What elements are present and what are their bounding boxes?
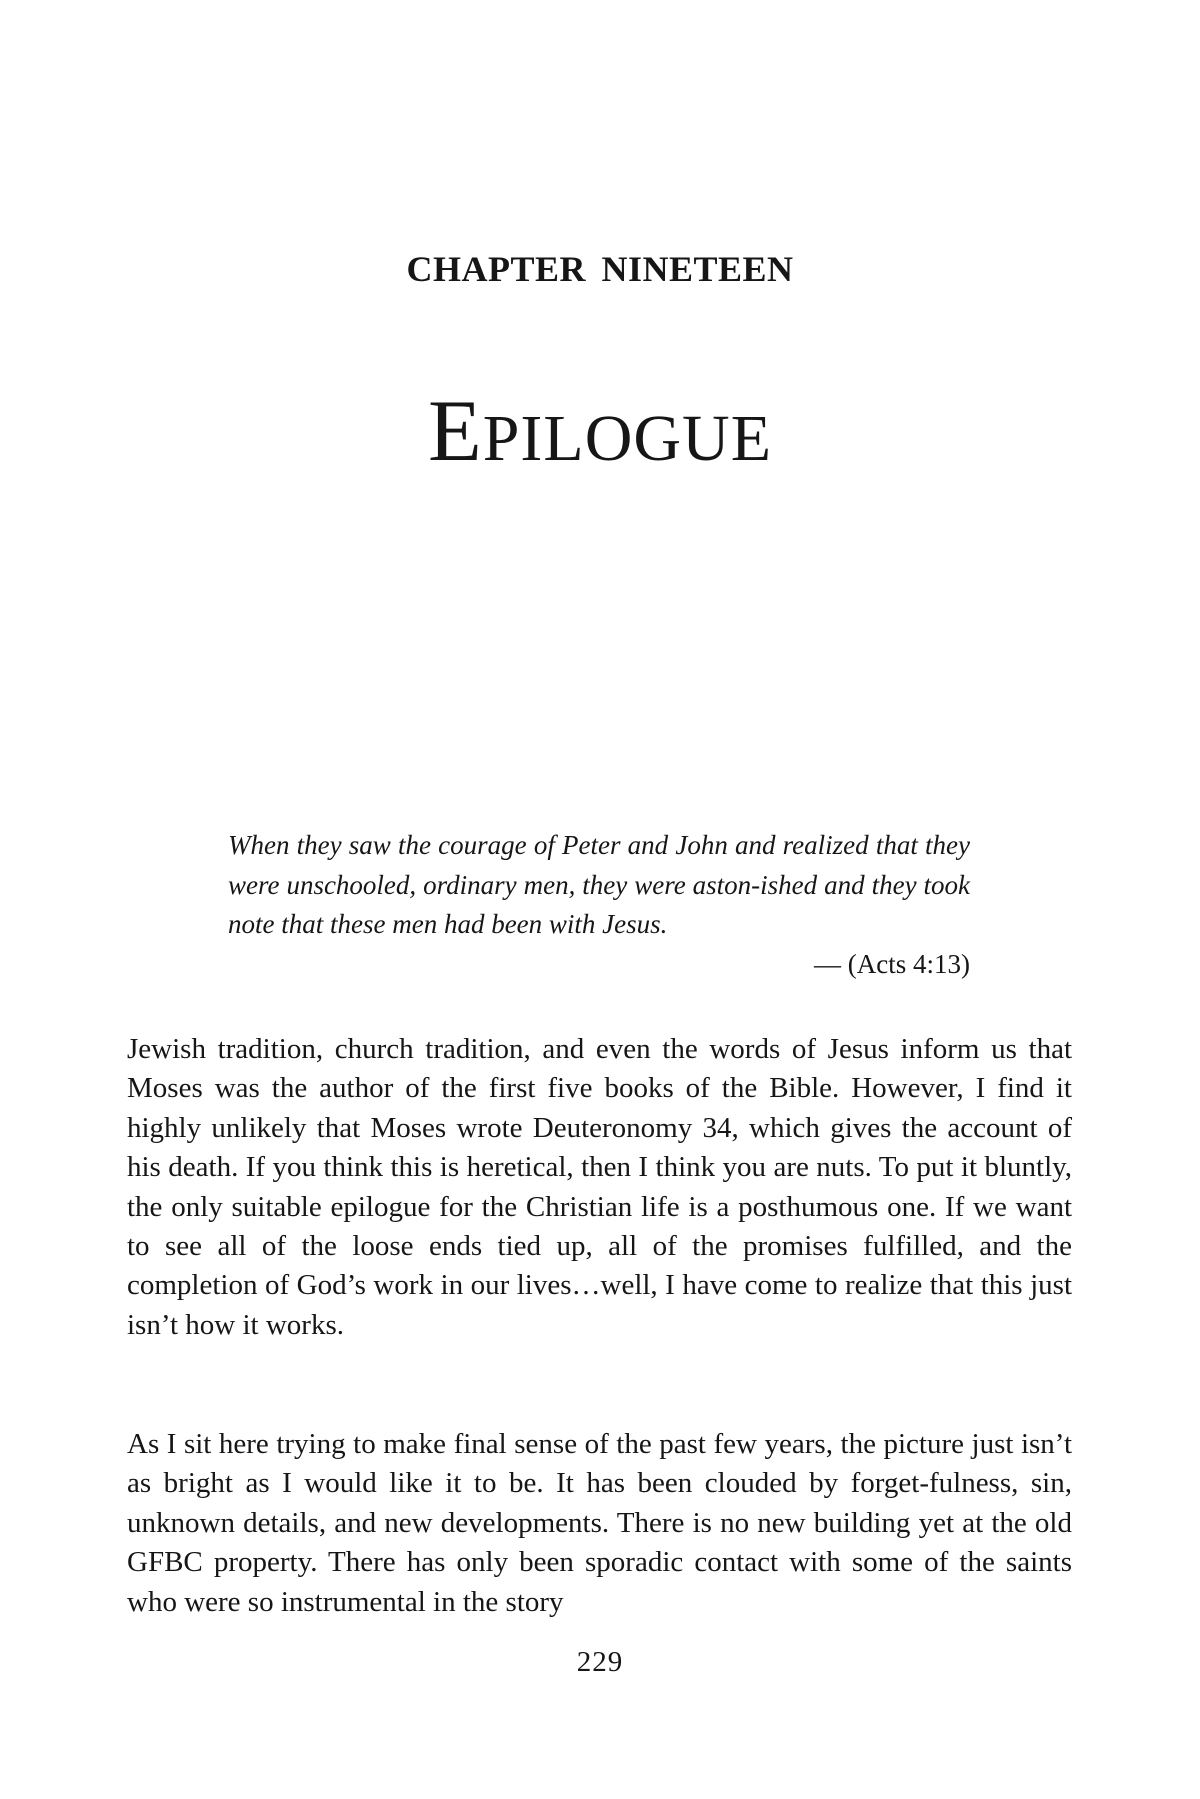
epigraph-citation: — (Acts 4:13) [814, 949, 970, 979]
chapter-label: CHAPTER NINETEEN [406, 249, 794, 289]
chapter-title [0, 383, 1200, 480]
chapter-title-rest: PILOGUE [482, 402, 773, 475]
epigraph-quote: When they saw the courage of Peter and John and realized that they were unschooled, ordinary men, they were aston-ished and they took note that these men had been with Jesus. [228, 830, 970, 939]
chapter-title-initial: E [427, 383, 483, 480]
page-number: 229 [576, 1646, 624, 1678]
body-paragraph-1: Jewish tradition, church tradition, and even the words of Jesus inform us that Moses was the author of the first five books of the Bible. However, I find it highly unlikely that Moses wrote Deuteronomy 34, which gives the account of his death. If you think this is heretical, then I think you are nuts. To put it bluntly, the only suitable epilogue for the Christian life is a posthumous one. If we want to see all of the loose ends tied up, all of the promises fulfilled, and the completion of God’s work in our lives…well, I have come to realize that this just isn’t how it works. [127, 1033, 1072, 1341]
body-paragraph-2: As I sit here trying to make final sense of the past few years, the picture just isn’t as bright as I would like it to be. It has been clouded by forget-fulness, sin, unknown details, and new developments. There is no new building yet at the old GFBC property. There has only been sporadic contact with some of the saints who were so instrumental in the story [127, 1428, 1072, 1618]
